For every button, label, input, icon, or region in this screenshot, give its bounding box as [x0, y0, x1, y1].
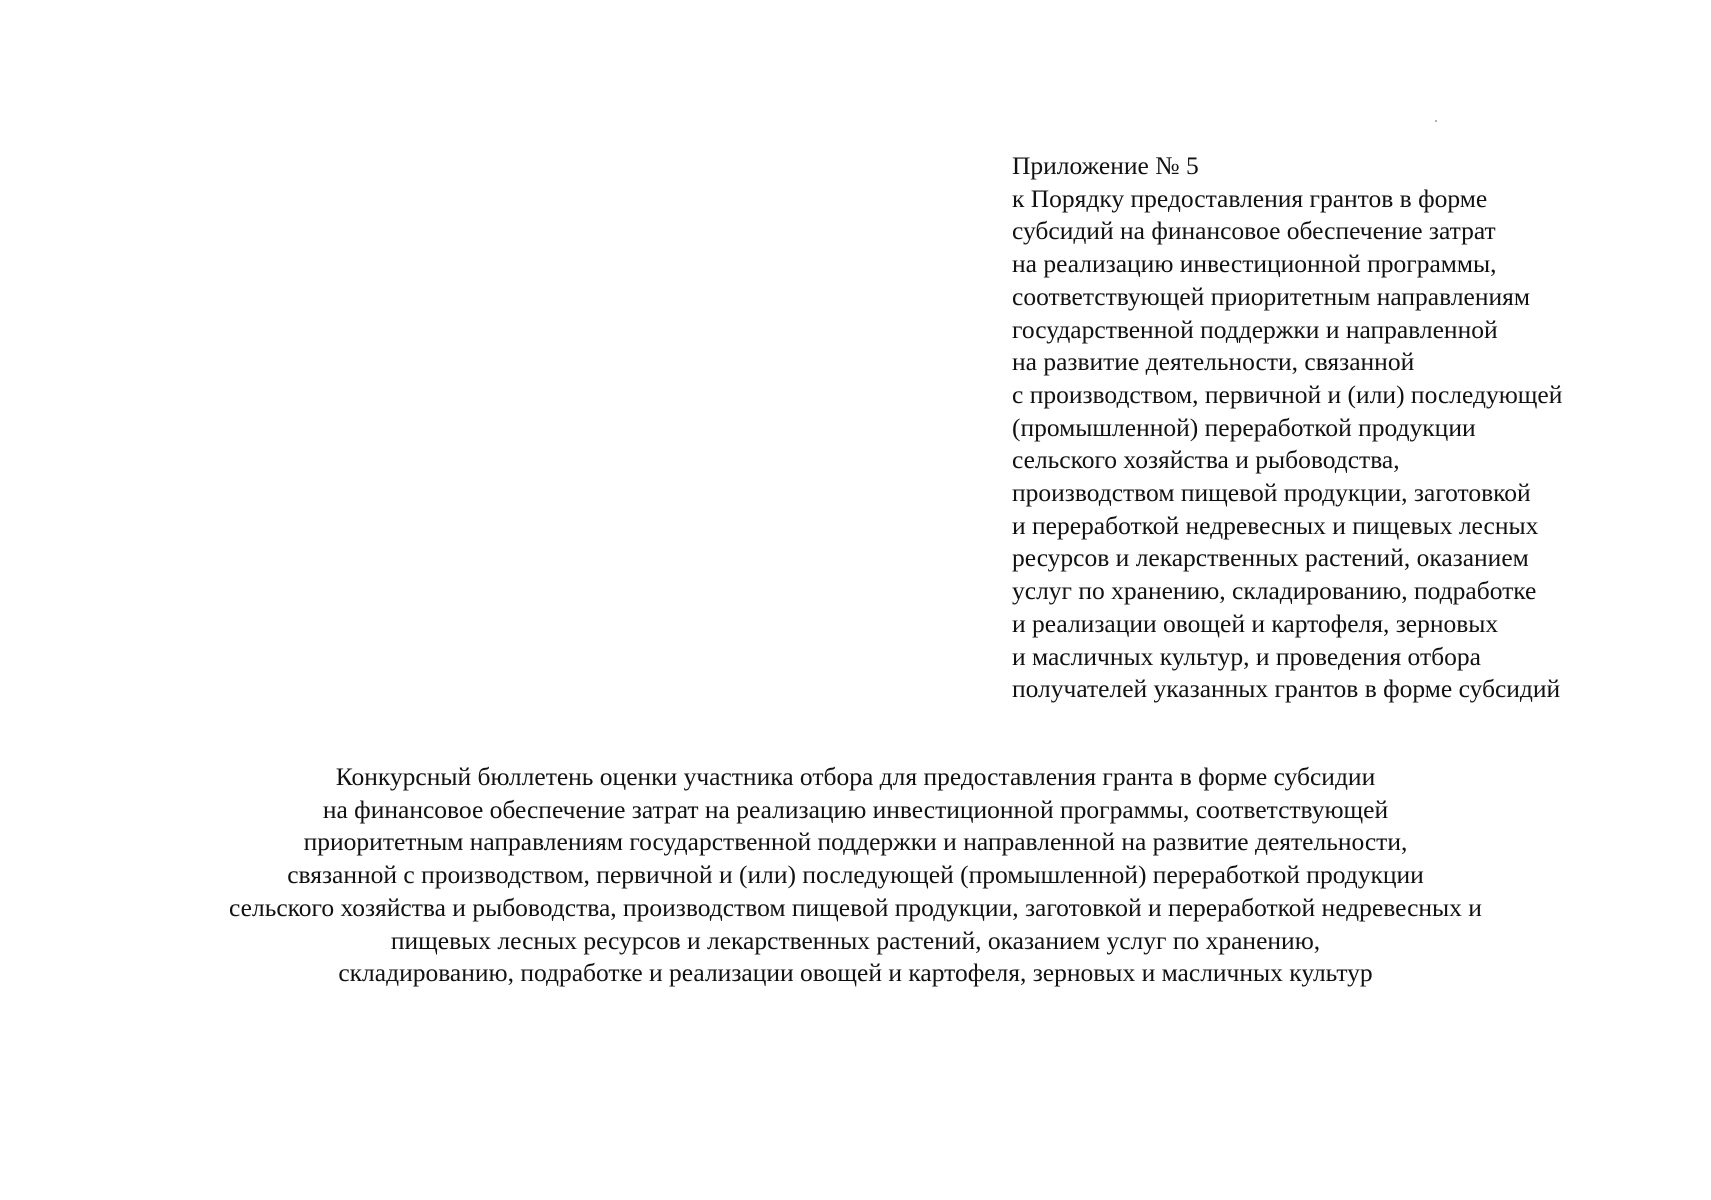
- appendix-line: государственной поддержки и направленной: [1012, 314, 1498, 344]
- title-line: складированию, подработке и реализации овощей и картофеля, зерновых и масличных культур: [338, 958, 1373, 988]
- appendix-line: ресурсов и лекарственных растений, оказанием: [1012, 543, 1529, 573]
- title-line: пищевых лесных ресурсов и лекарственных растений, оказанием услуг по хранению,: [390, 925, 1321, 955]
- title-line: связанной с производством, первичной и (или) последующей (промышленной) переработкой продукции: [287, 860, 1424, 890]
- title-line: приоритетным направлениям государственной поддержки и направленной на развитие деятельности,: [303, 827, 1408, 857]
- appendix-line: и переработкой недревесных и пищевых лесных: [1012, 510, 1539, 540]
- appendix-line: субсидий на финансовое обеспечение затрат: [1012, 216, 1496, 246]
- appendix-line: услуг по хранению, складированию, подработке: [1012, 576, 1537, 606]
- appendix-line: и масличных культур, и проведения отбора: [1012, 641, 1481, 671]
- scan-speck: [1435, 120, 1437, 122]
- appendix-line: сельского хозяйства и рыбоводства,: [1012, 445, 1400, 475]
- appendix-line: соответствующей приоритетным направлениям: [1012, 281, 1531, 311]
- appendix-line: (промышленной) переработкой продукции: [1012, 412, 1476, 442]
- appendix-line: к Порядку предоставления грантов в форме: [1012, 183, 1488, 213]
- title-line: Конкурсный бюллетень оценки участника отбора для предоставления гранта в форме субсидии: [335, 762, 1376, 791]
- appendix-line: на реализацию инвестиционной программы,: [1012, 249, 1497, 279]
- appendix-heading: Приложение № 5: [1012, 151, 1199, 180]
- title-line: на финансовое обеспечение затрат на реализацию инвестиционной программы, соответствующей: [322, 794, 1389, 824]
- appendix-line: и реализации овощей и картофеля, зерновых: [1012, 608, 1499, 638]
- appendix-header: [1012, 150, 1692, 706]
- appendix-line: получателей указанных грантов в форме субсидий: [1012, 674, 1561, 704]
- appendix-line: на развитие деятельности, связанной: [1012, 347, 1415, 377]
- document-title: [0, 761, 1711, 990]
- title-line: сельского хозяйства и рыбоводства, производством пищевой продукции, заготовкой и переработкой недревесных и: [229, 892, 1482, 922]
- appendix-line: производством пищевой продукции, заготовкой: [1012, 478, 1531, 508]
- appendix-line: с производством, первичной и (или) последующей: [1012, 379, 1563, 409]
